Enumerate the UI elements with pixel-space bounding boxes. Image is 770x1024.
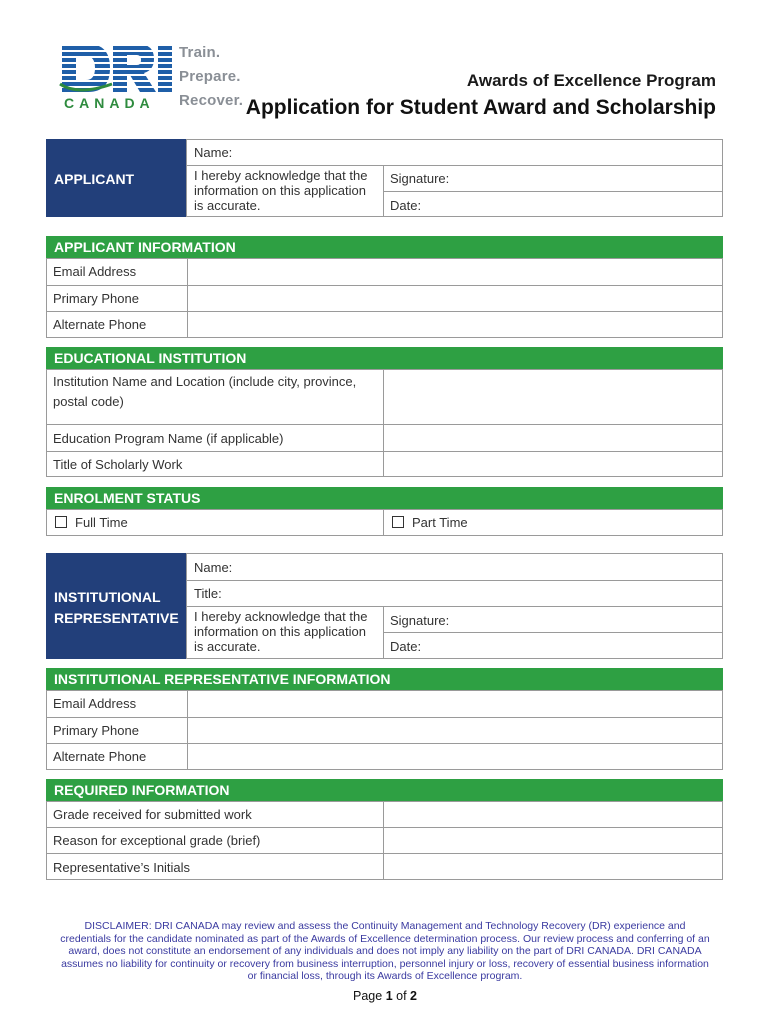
- representative-signature-field[interactable]: Signature:: [390, 613, 450, 628]
- applicant-info-header: APPLICANT INFORMATION: [46, 236, 723, 258]
- part-time-label: Part Time: [412, 515, 468, 530]
- applicant-date-field[interactable]: Date:: [390, 198, 422, 213]
- applicant-email-label: Email Address: [53, 264, 137, 279]
- representative-acknowledgement: I hereby acknowledge that the information on this application is accurate.: [194, 609, 368, 654]
- required-info-header: REQUIRED INFORMATION: [46, 779, 723, 801]
- applicant-primary-phone-label: Primary Phone: [53, 291, 139, 306]
- representative-initials-input[interactable]: [385, 854, 721, 879]
- program-name-label: Education Program Name (if applicable): [53, 431, 284, 446]
- applicant-email-input[interactable]: [189, 259, 721, 284]
- current-page: 1: [385, 989, 393, 1003]
- document-title: Application for Student Award and Scholarship: [245, 96, 716, 119]
- applicant-signature-field[interactable]: Signature:: [390, 171, 450, 186]
- applicant-alternate-phone-label: Alternate Phone: [53, 317, 147, 332]
- part-time-option[interactable]: [392, 515, 468, 531]
- exceptional-grade-reason-input[interactable]: [385, 828, 721, 852]
- institution-name-label: Institution Name and Location (include city, province, postal code): [53, 374, 357, 409]
- education-header: EDUCATIONAL INSTITUTION: [46, 347, 723, 369]
- applicant-name-label: Name:: [194, 145, 233, 160]
- logo-country: CANADA: [64, 95, 155, 111]
- program-name-input[interactable]: [385, 425, 721, 450]
- dri-logo: [58, 40, 176, 96]
- grade-received-input[interactable]: [385, 802, 721, 826]
- page-number: [0, 989, 770, 1003]
- representative-section-label: INSTITUTIONAL REPRESENTATIVE: [46, 553, 187, 659]
- institution-name-input[interactable]: [385, 370, 721, 423]
- full-time-label: Full Time: [75, 515, 128, 530]
- rep-primary-phone-label: Primary Phone: [53, 723, 139, 738]
- program-title: Awards of Excellence Program: [466, 71, 716, 90]
- grade-received-label: Grade received for submitted work: [53, 807, 252, 822]
- rep-email-input[interactable]: [189, 691, 721, 716]
- full-time-option[interactable]: [55, 515, 128, 531]
- part-time-checkbox[interactable]: [392, 516, 404, 528]
- rep-alternate-phone-input[interactable]: [189, 744, 721, 769]
- enrolment-table: [46, 509, 723, 536]
- representative-date-field[interactable]: Date:: [390, 639, 422, 654]
- scholarly-work-title-input[interactable]: [385, 452, 721, 476]
- representative-title-label: Title:: [194, 586, 222, 601]
- of-label: of: [396, 989, 407, 1003]
- representative-initials-label: Representative’s Initials: [53, 860, 191, 875]
- rep-email-label: Email Address: [53, 696, 137, 711]
- applicant-primary-phone-input[interactable]: [189, 286, 721, 310]
- applicant-acknowledgement: I hereby acknowledge that the information on this application is accurate.: [194, 168, 368, 213]
- rep-primary-phone-input[interactable]: [189, 718, 721, 742]
- full-time-checkbox[interactable]: [55, 516, 67, 528]
- logo-tagline-prepare: Prepare.: [179, 68, 241, 85]
- rep-alternate-phone-label: Alternate Phone: [53, 749, 147, 764]
- logo-tagline-train: Train.: [179, 44, 221, 61]
- page-label: Page: [353, 989, 383, 1003]
- applicant-section-label: APPLICANT: [46, 139, 187, 217]
- rep-info-header: INSTITUTIONAL REPRESENTATIVE INFORMATION: [46, 668, 723, 690]
- enrolment-header: ENROLMENT STATUS: [46, 487, 723, 509]
- applicant-alternate-phone-input[interactable]: [189, 312, 721, 337]
- representative-name-label: Name:: [194, 560, 233, 575]
- scholarly-work-title-label: Title of Scholarly Work: [53, 457, 183, 472]
- logo-tagline-recover: Recover.: [179, 92, 244, 109]
- disclaimer-text: DISCLAIMER: DRI CANADA may review and assess the Continuity Management and Technology Recovery (DR) experience and credentials for the candidate nominated as part of the Awards of Excellence determination process. Our review process and conferring of an award, does not constitute an endorsement of any individuals and does not imply any liability on the part of DRI CANADA. DRI CANADA assumes no liability for continuity or recovery from business interruption, personnel injury or loss, recovery of essential business information or financial loss, through its Awards of Excellence program.: [60, 920, 710, 983]
- exceptional-grade-reason-label: Reason for exceptional grade (brief): [53, 833, 261, 848]
- total-pages: 2: [410, 989, 417, 1003]
